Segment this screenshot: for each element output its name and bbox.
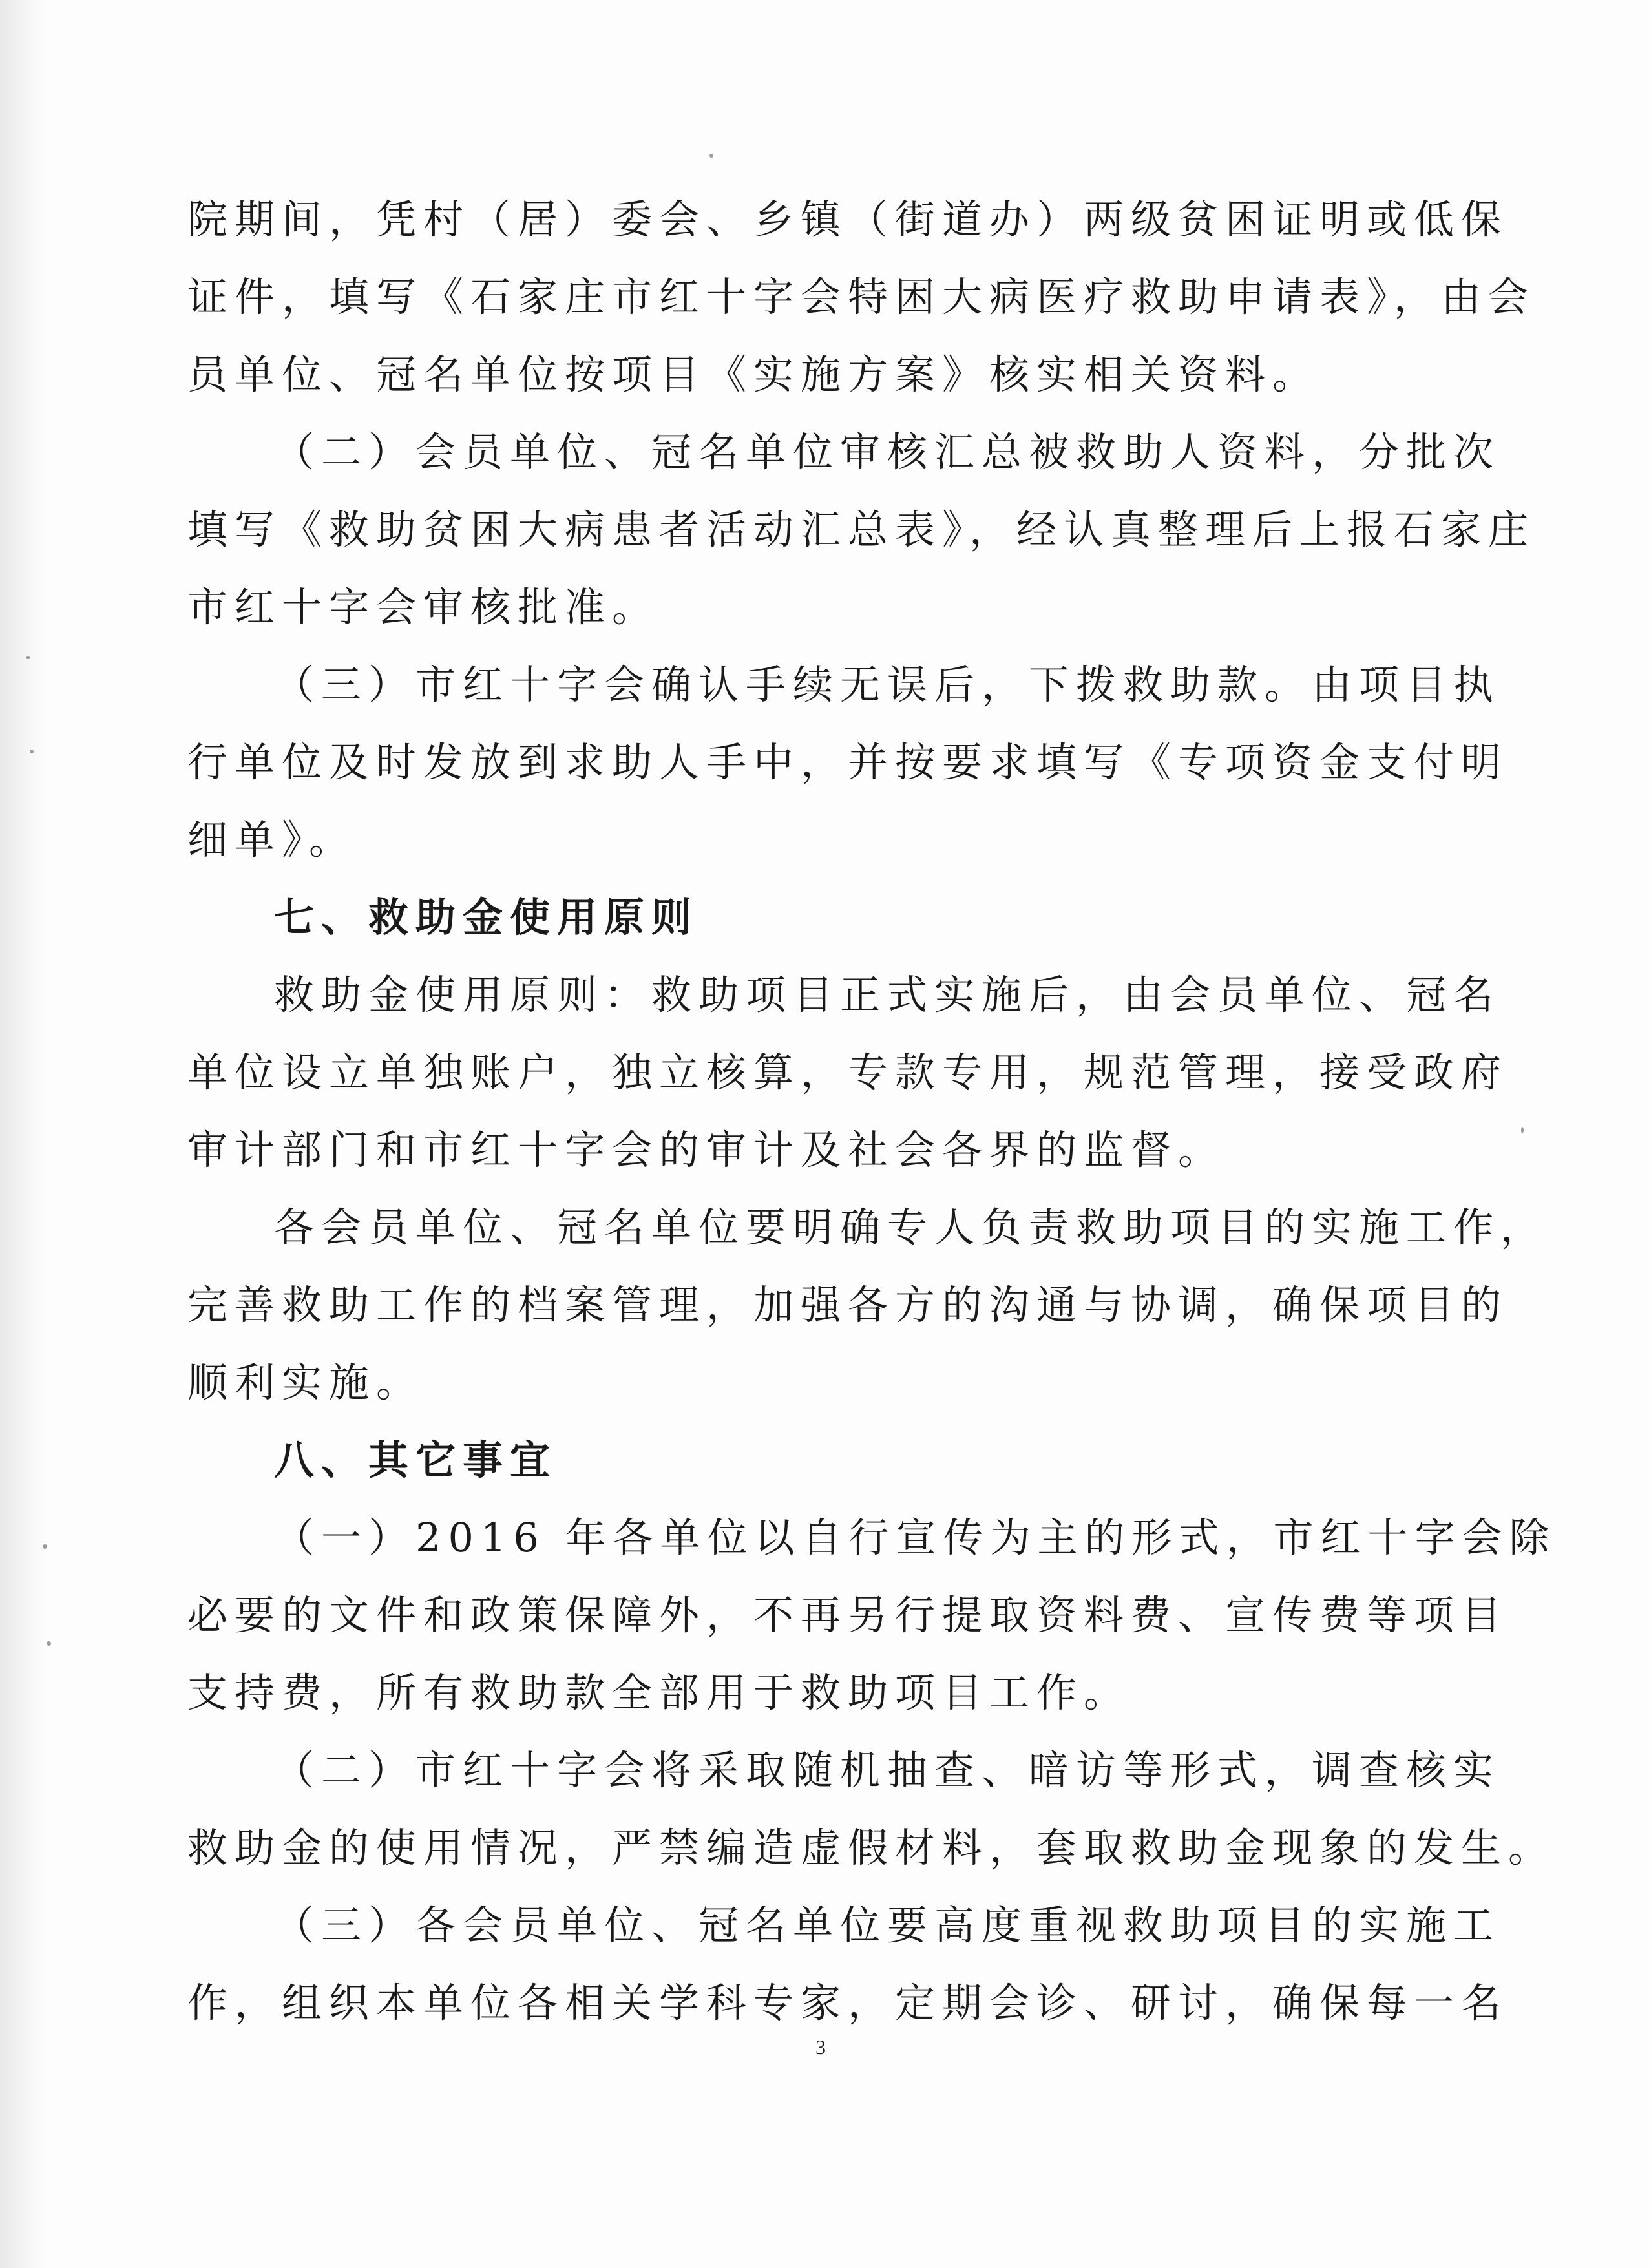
scan-speck — [30, 750, 34, 753]
scan-speck — [709, 154, 713, 158]
section-heading: 七、救助金使用原则 — [274, 894, 699, 941]
text-line: 单位设立单独账户，独立核算，专款专用，规范管理，接受政府 — [187, 1049, 1509, 1096]
text-line: 填写《救助贫困大病患者活动汇总表》，经认真整理后上报石家庄 — [187, 506, 1536, 553]
text-line: 证件，填写《石家庄市红十字会特困大病医疗救助申请表》，由会 — [187, 273, 1536, 320]
scan-edge-shadow — [0, 0, 45, 2268]
section-heading: 八、其它事宜 — [274, 1436, 558, 1484]
text-line: 顺利实施。 — [187, 1359, 424, 1406]
text-line: 细单》。 — [187, 816, 357, 863]
text-line: 完善救助工作的档案管理，加强各方的沟通与协调，确保项目的 — [187, 1281, 1509, 1328]
document-body — [187, 181, 1557, 2042]
scan-speck — [26, 656, 30, 659]
text-line: （二）市红十字会将采取随机抽查、暗访等形式，调查核实 — [274, 1747, 1501, 1794]
text-line: 审计部门和市红十字会的审计及社会各界的监督。 — [187, 1126, 1226, 1173]
text-line: 市红十字会审核批准。 — [187, 583, 660, 631]
text-line: 必要的文件和政策保障外，不再另行提取资料费、宣传费等项目 — [187, 1591, 1509, 1639]
text-line: （三）市红十字会确认手续无误后，下拨救助款。由项目执 — [274, 661, 1501, 708]
text-line: 救助金的使用情况，严禁编造虚假材料，套取救助金现象的发生。 — [187, 1824, 1556, 1871]
text-line: （一）2016 年各单位以自行宣传为主的形式，市红十字会除 — [274, 1514, 1557, 1561]
page-number: 3 — [815, 2035, 826, 2059]
scan-speck — [43, 1544, 47, 1549]
text-line: 各会员单位、冠名单位要明确专人负责救助项目的实施工作， — [274, 1204, 1548, 1251]
scan-speck — [47, 1641, 51, 1646]
text-line: 院期间，凭村（居）委会、乡镇（街道办）两级贫困证明或低保 — [187, 196, 1509, 243]
text-line: 员单位、冠名单位按项目《实施方案》核实相关资料。 — [187, 351, 1320, 398]
scan-speck — [1521, 1127, 1524, 1133]
text-line: 行单位及时发放到求助人手中，并按要求填写《专项资金支付明 — [187, 739, 1509, 786]
text-line: （二）会员单位、冠名单位审核汇总被救助人资料，分批次 — [274, 428, 1501, 476]
text-line: 救助金使用原则：救助项目正式实施后，由会员单位、冠名 — [274, 971, 1501, 1018]
text-line: （三）各会员单位、冠名单位要高度重视救助项目的实施工 — [274, 1902, 1501, 1949]
text-line: 作，组织本单位各相关学科专家，定期会诊、研讨，确保每一名 — [187, 1979, 1509, 2026]
text-line: 支持费，所有救助款全部用于救助项目工作。 — [187, 1669, 1131, 1716]
